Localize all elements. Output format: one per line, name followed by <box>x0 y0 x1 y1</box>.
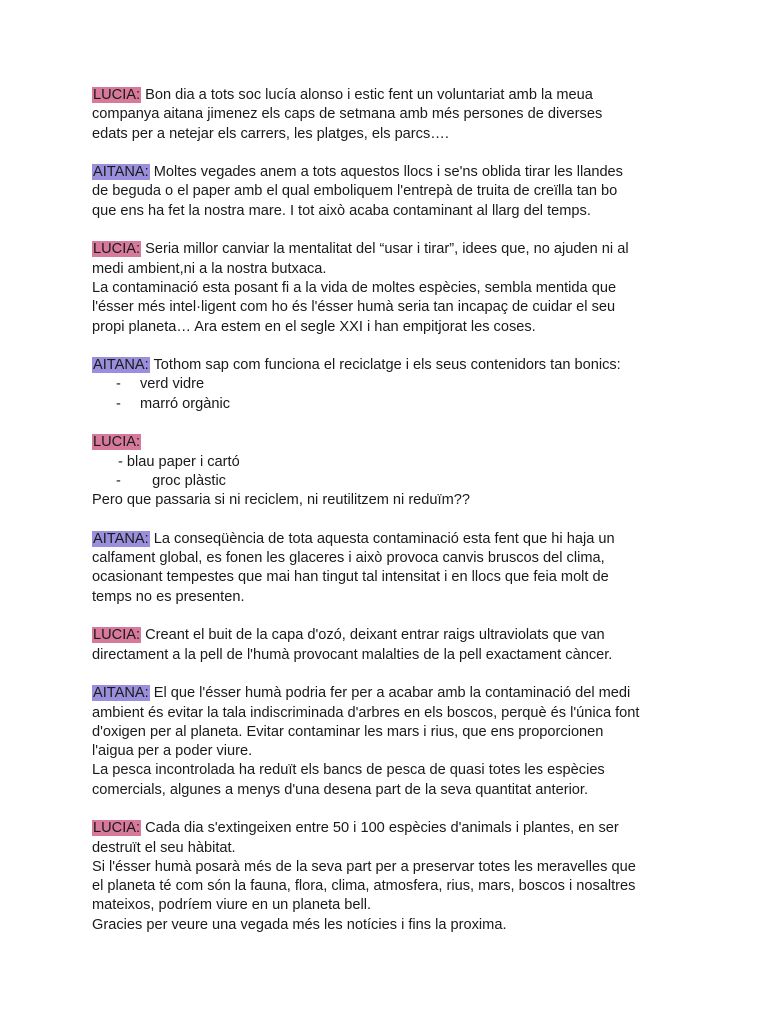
dialogue-line: destruït el seu hàbitat. <box>92 839 236 856</box>
dialogue-block-lucia <box>92 86 692 144</box>
speaker-label-lucia: LUCIA: <box>93 87 141 103</box>
dash-bullet: - <box>116 395 121 412</box>
list-item: - marró orgànic <box>92 395 692 414</box>
dialogue-line: Seria millor canviar la mentalitat del “usar i tirar”, idees que, no ajuden ni al <box>145 241 629 258</box>
dialogue-line: l'ésser més intel·ligent com ho és l'ésser humà seria tan incapaç de cuidar el seu <box>92 299 616 316</box>
dialogue-block-aitana <box>92 356 692 414</box>
dialogue-line: Tothom sap com funciona el reciclatge i els seus contenidors tan bonics: <box>153 357 621 374</box>
dialogue-block-lucia <box>92 819 692 935</box>
speaker-label-lucia: LUCIA: <box>93 241 141 258</box>
speaker-label-lucia: LUCIA: <box>93 820 141 837</box>
list-item: - verd vidre <box>92 375 692 394</box>
dialogue-line: l'aigua per a poder viure. <box>92 743 253 760</box>
document-page <box>92 86 692 954</box>
speaker-label-aitana: AITANA: <box>93 685 149 702</box>
dialogue-block-aitana <box>92 163 692 221</box>
dialogue-block-aitana <box>92 684 692 800</box>
dialogue-block-lucia <box>92 626 692 665</box>
dialogue-line: Moltes vegades anem a tots aquestos llocs i se'ns oblida tirar les llandes <box>153 164 623 181</box>
dialogue-line: ambient és evitar la tala indiscriminada d'arbres en els boscos, perquè és l'única font <box>92 704 640 721</box>
dialogue-line: calfament global, es fonen les glaceres i això provoca canvis bruscos del clima, <box>92 550 605 567</box>
dash-bullet: - <box>116 472 121 489</box>
dialogue-line: directament a la pell de l'humà provocant malalties de la pell exactament càncer. <box>92 646 613 663</box>
speaker-label-lucia: LUCIA: <box>93 627 141 644</box>
dialogue-block-aitana <box>92 530 692 607</box>
list-item: - blau paper i cartó <box>118 453 240 470</box>
list-item: - groc plàstic <box>92 472 692 491</box>
dialogue-line: edats per a netejar els carrers, les platges, els parcs…. <box>92 125 449 142</box>
dialogue-line: comercials, algunes a menys d'una desena part de la seva quantitat anterior. <box>92 781 589 798</box>
dialogue-line: medi ambient,ni a la nostra butxaca. <box>92 260 327 277</box>
speaker-label-lucia: LUCIA: <box>93 434 141 451</box>
dialogue-line: mateixos, podríem viure en un planeta bell. <box>92 897 372 914</box>
dialogue-line: Gracies per veure una vegada més les notícies i fins la proxima. <box>92 916 507 933</box>
dialogue-line: Cada dia s'extingeixen entre 50 i 100 espècies d'animals i plantes, en ser <box>145 820 619 837</box>
speaker-label-aitana: AITANA: <box>93 530 149 547</box>
dialogue-line: El que l'ésser humà podria fer per a acabar amb la contaminació del medi <box>153 685 631 702</box>
dialogue-line: propi planeta… Ara estem en el segle XXI i han empitjorat les coses. <box>92 318 536 335</box>
dialogue-line: que ens ha fet la nostra mare. I tot això acaba contaminant al llarg del temps. <box>92 202 591 219</box>
speaker-label-aitana: AITANA: <box>93 357 149 374</box>
dialogue-line: La contaminació esta posant fi a la vida de moltes espècies, sembla mentida que <box>92 279 617 296</box>
dialogue-line: La conseqüència de tota aquesta contaminació esta fent que hi haja un <box>153 530 615 547</box>
dialogue-line: de beguda o el paper amb el qual emboliquem l'entrepà de truita de creïlla tan bo <box>92 183 618 200</box>
dialogue-line: Bon dia a tots soc lucía alonso i estic fent un voluntariat amb la meua <box>145 87 593 103</box>
dialogue-line: La pesca incontrolada ha reduït els bancs de pesca de quasi totes les espècies <box>92 762 605 779</box>
dialogue-line: companya aitana jimenez els caps de setmana amb més persones de diverses <box>92 106 603 123</box>
dialogue-line: Pero que passaria si ni reciclem, ni reutilitzem ni reduïm?? <box>92 492 470 509</box>
dash-bullet: - <box>116 376 121 393</box>
dialogue-block-lucia <box>92 240 692 336</box>
dialogue-line: d'oxigen per al planeta. Evitar contaminar les mars i rius, que ens proporcionen <box>92 723 604 740</box>
dialogue-line: Si l'ésser humà posarà més de la seva part per a preservar totes les meravelles que <box>92 858 636 875</box>
dialogue-line: ocasionant tempestes que mai han tingut tal intensitat i en llocs que feia molt de <box>92 569 609 586</box>
dialogue-block-lucia <box>92 433 692 510</box>
speaker-label-aitana: AITANA: <box>93 164 149 181</box>
dialogue-line: el planeta té com són la fauna, flora, clima, atmosfera, rius, mars, boscos i nosaltres <box>92 878 636 895</box>
dialogue-line: Creant el buit de la capa d'ozó, deixant entrar raigs ultraviolats que van <box>145 627 605 644</box>
dialogue-line: temps no es presenten. <box>92 588 245 605</box>
